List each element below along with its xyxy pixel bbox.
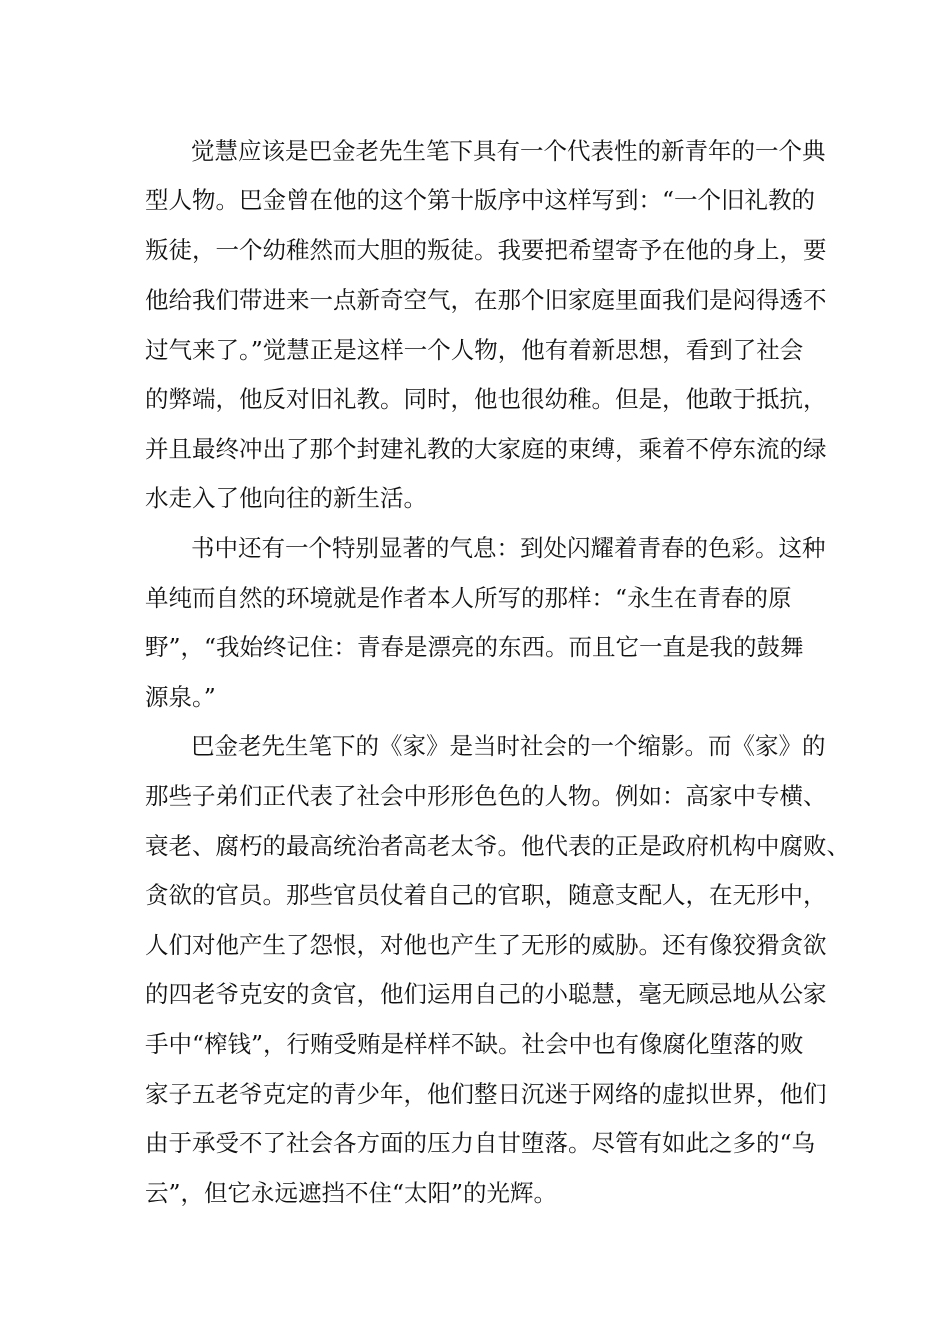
paragraph-2-line-1: 书中还有一个特别显著的气息：到处闪耀着青春的色彩。这种 <box>191 534 826 562</box>
paragraph-1-line-6: 的弊端，他反对旧礼教。同时，他也很幼稚。但是，他敢于抵抗， <box>145 385 827 413</box>
paragraph-3-line-1: 巴金老先生笔下的《家》是当时社会的一个缩影。而《家》的 <box>191 732 826 760</box>
paragraph-2-line-4: 源泉。” <box>145 683 216 711</box>
paragraph-3-line-9: 由于承受不了社会各方面的压力自甘堕落。尽管有如此之多的“乌 <box>145 1129 816 1157</box>
paragraph-1-line-3: 叛徒，一个幼稚然而大胆的叛徒。我要把希望寄予在他的身上，要 <box>145 236 827 264</box>
paragraph-1-line-5: 过气来了。”觉慧正是这样一个人物，他有着新思想，看到了社会 <box>145 336 804 364</box>
paragraph-3-line-5: 人们对他产生了怨恨，对他也产生了无形的威胁。还有像狡猾贪欲 <box>145 931 827 959</box>
paragraph-1-line-2: 型人物。巴金曾在他的这个第十版序中这样写到：“一个旧礼教的 <box>145 186 816 214</box>
paragraph-1-line-1: 觉慧应该是巴金老先生笔下具有一个代表性的新青年的一个典 <box>191 137 826 165</box>
paragraph-2-line-2: 单纯而自然的环境就是作者本人所写的那样：“永生在青春的原 <box>145 584 792 612</box>
paragraph-2-line-3: 野”，“我始终记住：青春是漂亮的东西。而且它一直是我的鼓舞 <box>145 633 804 661</box>
paragraph-1-line-8: 水走入了他向往的新生活。 <box>145 484 427 512</box>
paragraph-3-line-2: 那些子弟们正代表了社会中形形色色的人物。例如：高家中专横、 <box>145 782 827 810</box>
paragraph-1-line-7: 并且最终冲出了那个封建礼教的大家庭的束缚，乘着不停东流的绿 <box>145 435 827 463</box>
paragraph-3-line-7: 手中“榨钱”，行贿受贿是样样不缺。社会中也有像腐化堕落的败 <box>145 1030 804 1058</box>
paragraph-3-line-10: 云”，但它永远遮挡不住“太阳”的光辉。 <box>145 1179 558 1207</box>
paragraph-1-line-4: 他给我们带进来一点新奇空气，在那个旧家庭里面我们是闷得透不 <box>145 286 827 314</box>
paragraph-3-line-3: 衰老、腐朽的最高统治者高老太爷。他代表的正是政府机构中腐败、 <box>145 832 850 860</box>
paragraph-3-line-8: 家子五老爷克定的青少年，他们整日沉迷于网络的虚拟世界，他们 <box>145 1080 827 1108</box>
paragraph-3-line-6: 的四老爷克安的贪官，他们运用自己的小聪慧，毫无顾忌地从公家 <box>145 980 827 1008</box>
paragraph-3-line-4: 贪欲的官员。那些官员仗着自己的官职，随意支配人，在无形中， <box>145 881 827 909</box>
